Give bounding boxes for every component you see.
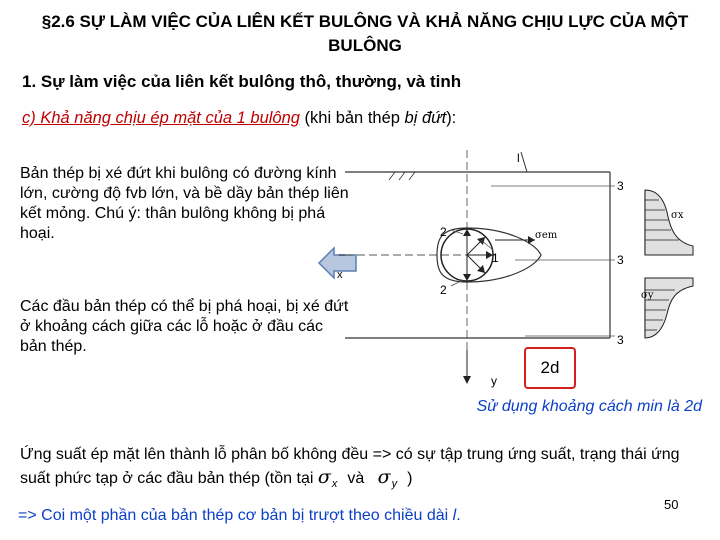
label-3-bottom: 3: [617, 333, 624, 347]
label-1: 1: [492, 251, 499, 265]
label-3-top: 3: [617, 179, 624, 193]
label-3-mid: 3: [617, 253, 624, 267]
label-sigma-x: σx: [671, 210, 684, 221]
paragraph-ends: Các đầu bản thép có thể bị phá hoại, bị xé đứt ở khoảng cách giữa các lỗ hoặc ở đầu các bản thép.: [20, 298, 349, 355]
callout-2d: 2d: [524, 347, 576, 389]
label-l: l: [517, 151, 520, 165]
stress-connector: và: [347, 470, 365, 487]
subheading: 1. Sự làm việc của liên kết bulông thô, thường, và tinh: [22, 72, 462, 91]
sigma-y-symbol: σ: [377, 466, 391, 488]
section-label: c) Khả năng chịu ép mặt của 1 bulông: [22, 109, 300, 127]
conclusion-line: [18, 507, 461, 525]
label-y-axis: y: [491, 374, 497, 388]
conclusion-end: .: [456, 507, 461, 524]
label-sigma-em: σem: [535, 230, 558, 241]
min-spacing-note: Sử dụng khoảng cách min là 2d: [476, 398, 702, 415]
sigma-y-subscript: y: [391, 478, 398, 490]
sigma-x-symbol: σ: [317, 466, 331, 488]
section-paren-suffix: ):: [446, 109, 457, 127]
section-paren-italic: bị đứt: [404, 109, 447, 127]
conclusion-italic: l: [452, 507, 457, 524]
sigma-x-subscript: x: [331, 478, 338, 490]
stress-close: ): [407, 470, 413, 487]
label-2-bottom: 2: [440, 283, 447, 297]
label-2-top: 2: [440, 225, 447, 239]
label-x-axis: x: [337, 269, 343, 281]
paragraph-tearing: Bản thép bị xé đứt khi bulông có đường kính lớn, cường độ fvb lớn, và bề dầy bản thép liên kết mỏng. Chú ý: thân bulông không bị phá hoại.: [20, 165, 349, 242]
section-heading: [22, 109, 456, 128]
stress-text: Ứng suất ép mặt lên thành lỗ phân bố không đều => có sự tập trung ứng suất, trạng thái ứng suất phức tạp ở các đầu bản thép (tồn tại: [20, 446, 680, 487]
section-paren-prefix: (khi bản thép: [299, 109, 405, 127]
page-title: §2.6 SỰ LÀM VIỆC CỦA LIÊN KẾT BULÔNG VÀ KHẢ NĂNG CHỊU LỰC CỦA MỘT BULÔNG: [41, 12, 689, 55]
label-sigma-y: σy: [641, 290, 654, 301]
stress-paragraph: [20, 444, 700, 495]
conclusion-text: => Coi một phần của bản thép cơ bản bị trượt theo chiều dài: [18, 507, 453, 524]
page-number: 50: [664, 497, 679, 512]
